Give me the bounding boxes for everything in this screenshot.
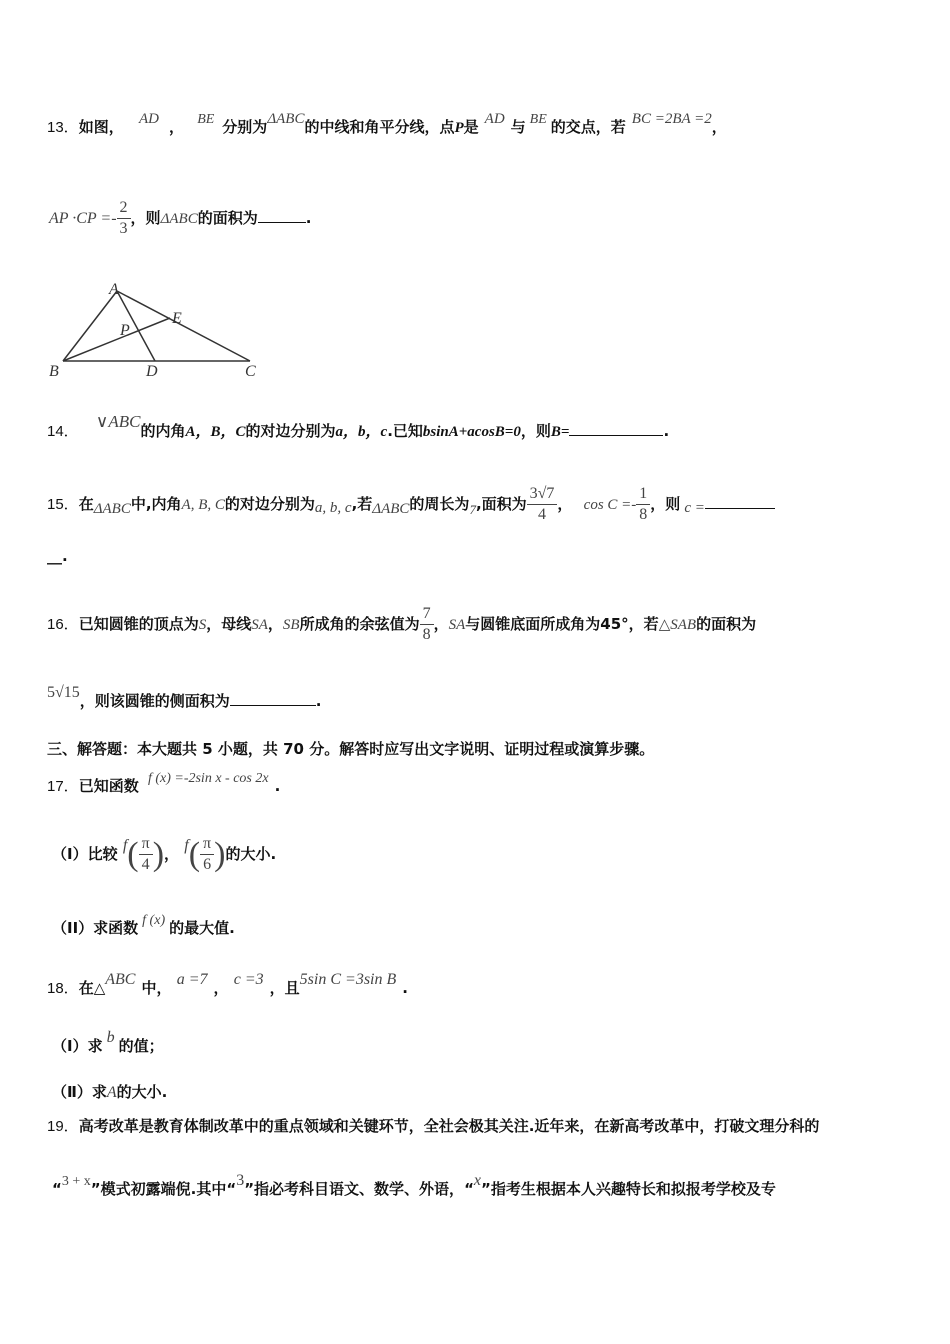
- q17-part2: （II）求函数 f (x) 的最大值.: [52, 913, 235, 937]
- q17: 17．已知函数 f (x) =-2sin x - cos 2x .: [47, 771, 281, 795]
- function-f: f (x) =-2sin x - cos 2x: [147, 771, 269, 786]
- sine-equation: 5sin C =3sin B: [299, 971, 397, 988]
- label-d: D: [146, 363, 158, 380]
- q13-line2: AP ·CP =- $\frac{2}{3}$ ，则ΔABC的面积为 .: [49, 199, 312, 237]
- side-ac: [117, 291, 250, 361]
- answer-blank-15: [705, 496, 775, 509]
- q14: 14． ∨ABC的内角A，B，C的对边分别为a，b，c.已知bsinA+acosB=0，则B= .: [47, 412, 670, 440]
- cos-c: cos C =-: [583, 497, 637, 513]
- fraction-pi-over-6: $\frac{\pi}{6}$: [200, 834, 214, 875]
- label-c: C: [245, 363, 256, 380]
- fraction-neg-two-thirds: $\frac{2}{3}$: [117, 198, 131, 239]
- fraction-cos: $\frac{1}{8}$: [636, 484, 650, 525]
- q16-line1: 16．已知圆锥的顶点为S，母线SA，SB所成角的余弦值为 $\frac{7}{8}$ ，SA与圆锥底面所成角为45°，若△SAB的面积为: [47, 605, 757, 643]
- fraction-pi-over-4: $\frac{\pi}{4}$: [139, 834, 153, 875]
- q18: 18．在△ABC 中， a =7 ， c =3 ，且5sin C =3sin B .: [47, 971, 408, 997]
- q15: 15．在ΔABC中,内角A, B, C的对边分别为a, b, c,若ΔABC的周长为7,面积为 $\frac{3√7}{4}$ ， cos C =- $\frac{1}{8}$ ，则 c =: [47, 484, 775, 525]
- section-3-heading: 三、解答题：本大题共 5 小题，共 70 分。解答时应写出文字说明、证明过程或演算步骤。: [47, 740, 655, 758]
- area-value: 5√15: [47, 684, 80, 701]
- segment-ad: AD: [138, 111, 159, 127]
- q18-part2: （Ⅱ）求A的大小.: [52, 1083, 168, 1101]
- answer-blank-14: [569, 423, 663, 436]
- q16-line2: 5√15，则该圆锥的侧面积为 .: [47, 684, 322, 710]
- fraction-seven-eighths: $\frac{7}{8}$: [420, 604, 434, 645]
- q13-line1: 13．如图， AD ， BE 分别为ΔABC的中线和角平分线，点P是 AD 与 BE 的交点，若 BC =2BA =2，: [47, 111, 727, 136]
- answer-blank-16: [230, 693, 316, 706]
- q18-part1: （Ⅰ）求 b 的值；: [52, 1029, 164, 1055]
- q15-cont: __.: [47, 547, 68, 565]
- q17-part1: （I）比较 f( $\frac{\pi}{4}$ )， f( $\frac{\pi}{6}$ )的大小.: [52, 835, 277, 873]
- fraction-area: $\frac{3√7}{4}$: [527, 484, 558, 525]
- q13-number: 13．: [47, 119, 79, 136]
- triangle-figure: [45, 278, 275, 383]
- q19-line1: 19．高考改革是教育体制改革中的重点领域和关键环节，全社会极其关注.近年来，在新高考改革中，打破文理分科的: [47, 1117, 820, 1135]
- triangle-abc: ΔABC: [267, 111, 305, 127]
- equation-14: bsinA+acosB=0: [422, 424, 521, 440]
- label-a: A: [109, 281, 119, 298]
- triangle-abc-14: ∨ABC: [95, 412, 141, 431]
- label-p: P: [120, 322, 130, 339]
- label-e: E: [172, 310, 182, 327]
- segment-be: BE: [197, 112, 215, 127]
- q19-line2: “3 + x”模式初露端倪.其中“3”指必考科目语文、数学、外语，“x”指考生根据本人兴趣特长和拟报考学校及专: [52, 1172, 776, 1198]
- condition-bc: BC =2BA =2: [631, 111, 712, 127]
- label-b: B: [49, 363, 59, 380]
- answer-blank-13: [258, 210, 306, 223]
- dot-product: AP ·CP =-: [49, 210, 117, 227]
